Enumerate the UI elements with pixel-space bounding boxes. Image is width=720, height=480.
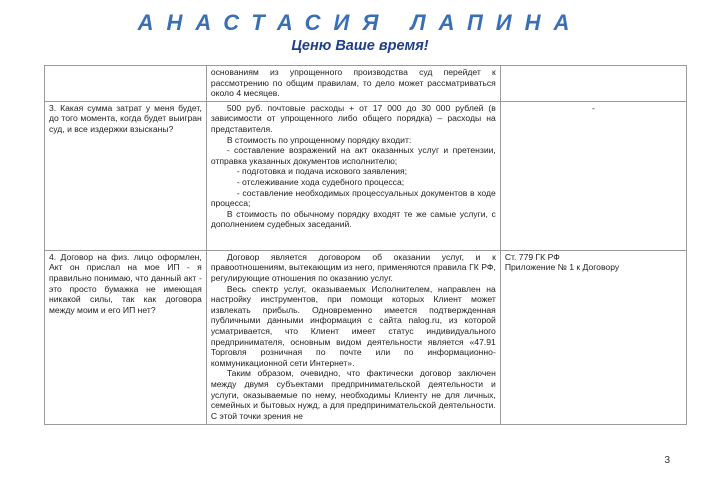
- answer-paragraph: Таким образом, очевидно, что фактически договор заключен между двумя субъектами предпринимательской деятельности и услуги, оказываемые по нему, необходимы Клиенту не для личных, семейных и бытовых нужд, а для предпринимательской деятельности. С этой точки зрения не: [210, 368, 496, 421]
- answer-cell: [206, 66, 500, 102]
- answer-line: 500 руб. почтовые расходы + от 17 000 до 30 000 рублей (в зависимости от упрощенного либо общего порядка) – расходы на представителя.: [210, 102, 496, 134]
- qa-table: [44, 65, 687, 425]
- question-text: 3. Какая сумма затрат у меня будет, до того момента, когда будет выигран суд, и все издержки взысканы?: [49, 102, 202, 134]
- reference-cell: [500, 250, 686, 424]
- answer-line: - подготовка и подача искового заявления;: [236, 166, 408, 177]
- answer-paragraph: Договор является договором об оказании услуг, и к правоотношениям, вытекающим из него, применяются правила ГК РФ, регулирующие отношения по оказанию услуг.: [210, 251, 496, 283]
- answer-line: - отслеживание хода судебного процесса;: [236, 176, 405, 187]
- answer-cell: [206, 250, 500, 424]
- table-row: [45, 250, 687, 424]
- reference-line: Приложение № 1 к Договору: [504, 262, 620, 273]
- brand-tagline: Ценю Ваше время!: [291, 38, 429, 54]
- answer-cell: [206, 101, 500, 250]
- question-cell: [45, 66, 207, 102]
- question-text: 4. Договор на физ. лицо оформлен, Акт он прислал на мое ИП - я правильно понимаю, что данный акт - это просто бумажка не имеющая никакой силы, так как договора между моим и его ИП нет?: [49, 251, 202, 315]
- question-cell: [45, 101, 207, 250]
- reference-line: Ст. 779 ГК РФ: [504, 251, 560, 262]
- reference-cell: [500, 101, 686, 250]
- page-number: 3: [664, 455, 670, 466]
- answer-paragraph: Весь спектр услуг, оказываемых Исполнителем, направлен на настройку инструментов, при помощи которых Клиент может извлекать прибыль. Одновременно имеется подтвержденная публичными данными информация с сайта nalog.ru, из которой усматривается, что Клиент имеет статус индивидуального предпринимателя, основным видом деятельности является «47.91 Торговля розничная по почте или по информационно-коммуникационной сети Интернет».: [210, 283, 496, 368]
- table-row: [45, 101, 687, 250]
- answer-line: - составление возражений на акт оказанных услуг и претензии, отправка указанных документов исполнителю;: [210, 145, 496, 166]
- reference-text: -: [591, 102, 595, 113]
- question-cell: [45, 250, 207, 424]
- answer-line: В стоимость по упрощенному порядку входит:: [226, 134, 412, 145]
- reference-cell: [500, 66, 686, 102]
- document-header: [0, 10, 720, 55]
- brand-name: АНАСТАСИЯ ЛАПИНА: [137, 10, 583, 35]
- answer-line: В стоимость по обычному порядку входят те же самые услуги, с дополнением судебных заседаний.: [210, 208, 496, 230]
- table-row: [45, 66, 687, 102]
- answer-text: основаниям из упрощенного производства суд перейдет к рассмотрению по общим правилам, то дело может рассматриваться около 4 месяцев.: [210, 67, 496, 99]
- answer-line: - составление необходимых процессуальных документов в ходе процесса;: [210, 187, 496, 209]
